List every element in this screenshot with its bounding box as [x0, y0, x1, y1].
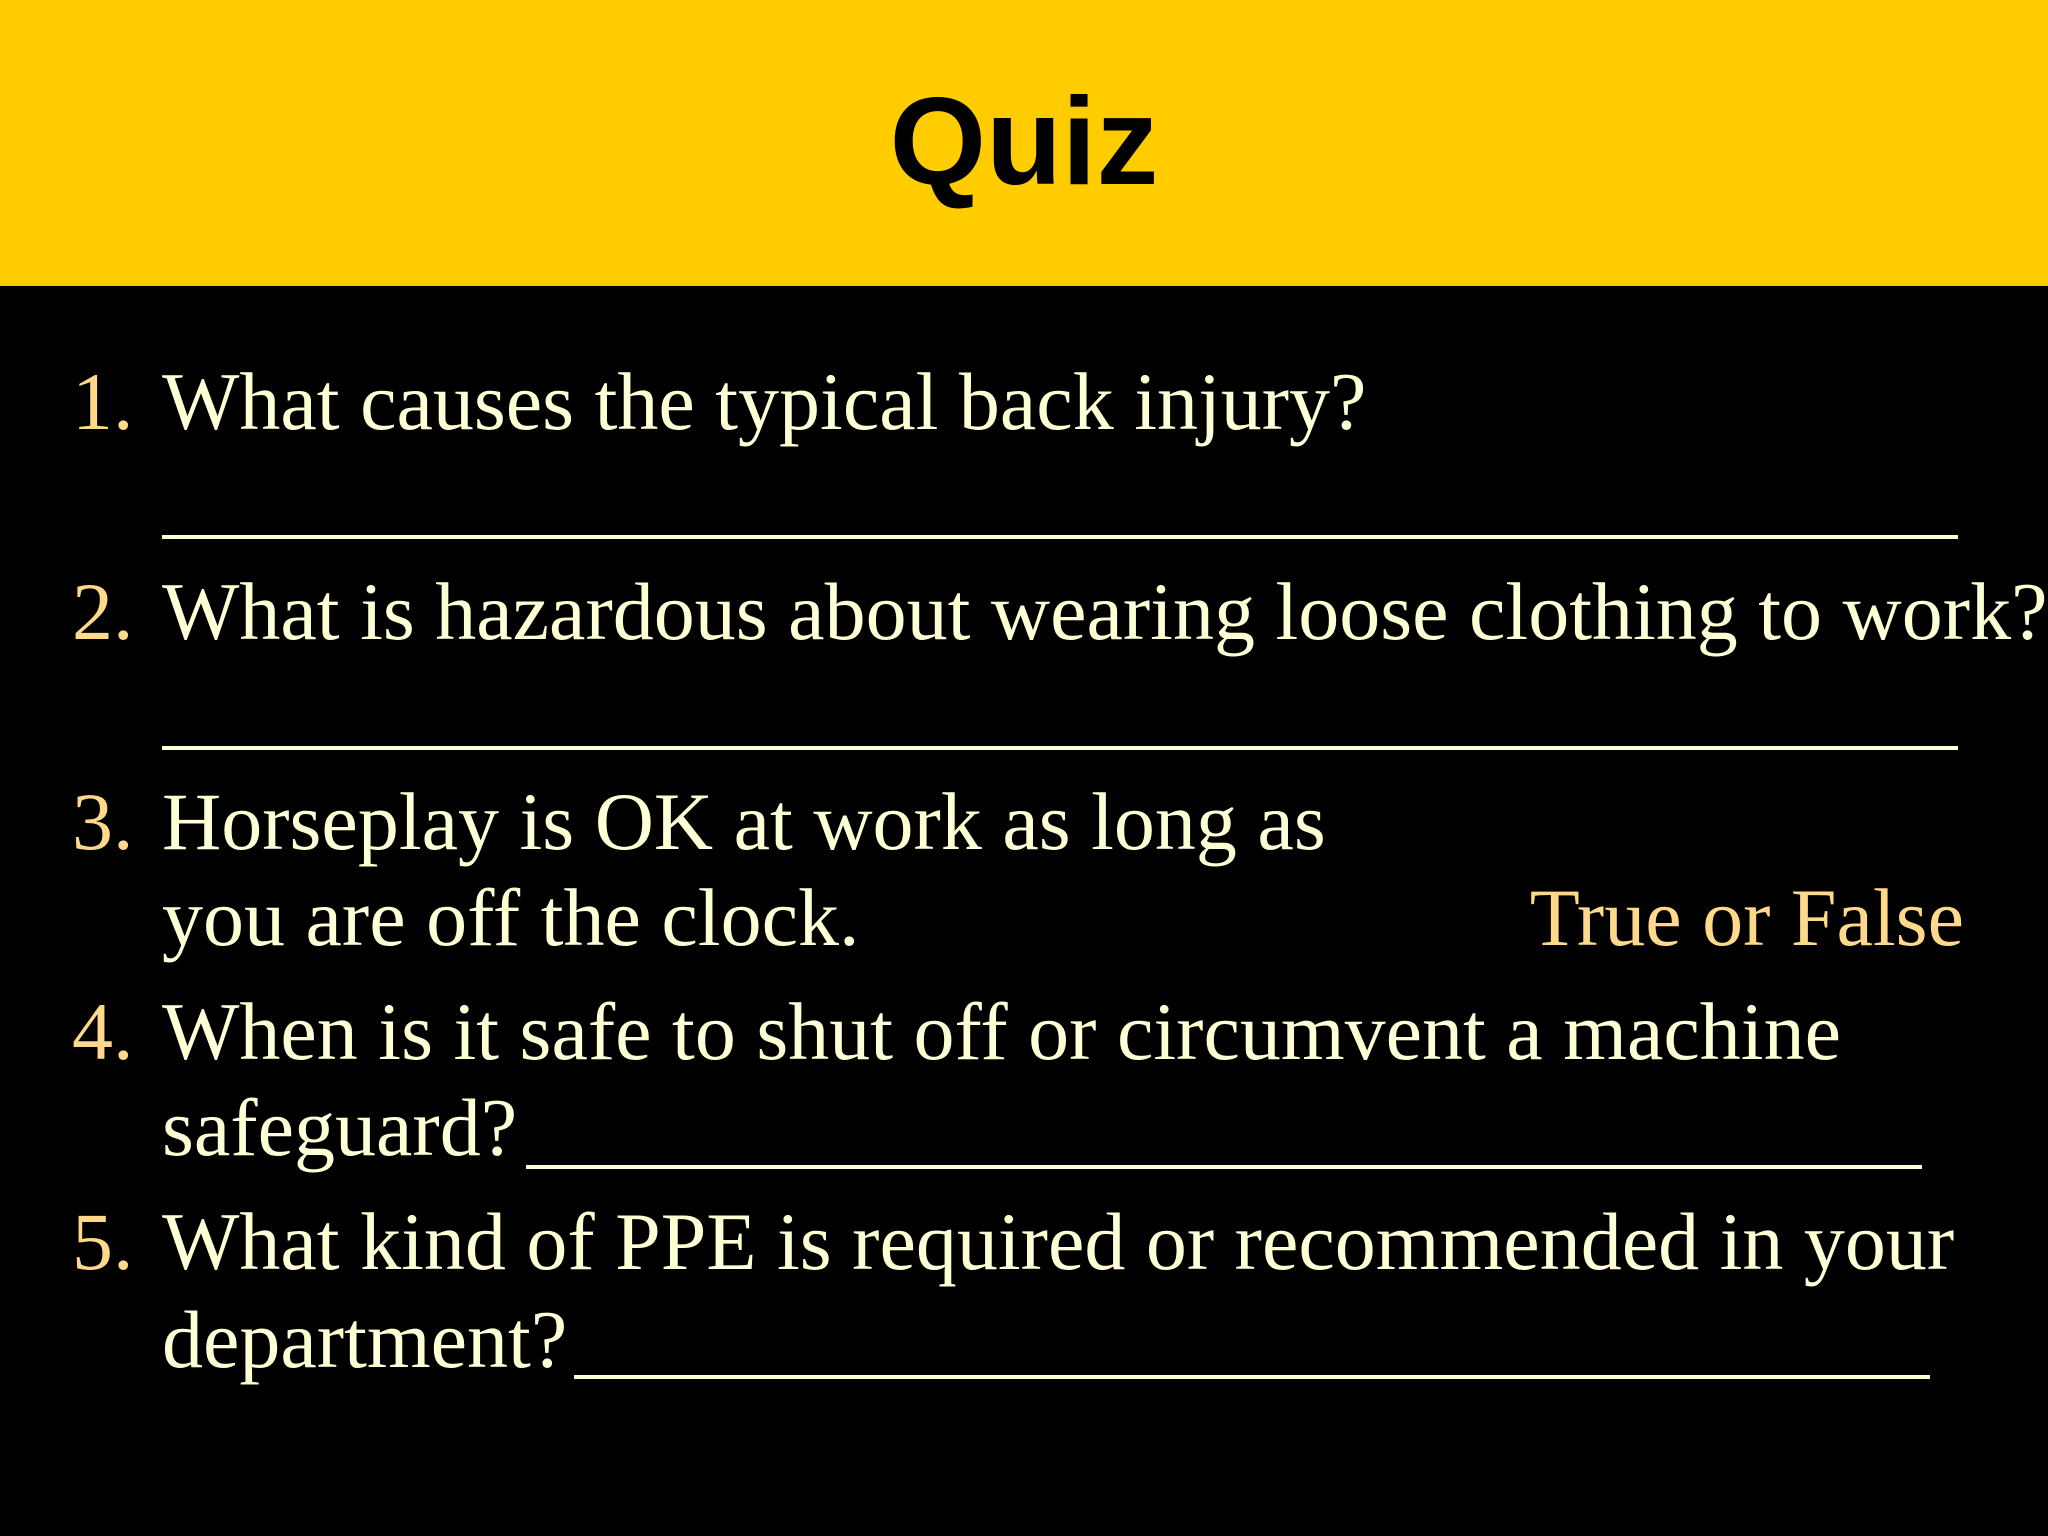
true-or-false-choice: True or False — [1529, 872, 1964, 963]
question-5-answer-blank — [574, 1375, 1930, 1379]
question-2-number: 2. — [72, 566, 134, 657]
question-3-text-line-2: you are off the clock. — [162, 872, 860, 963]
question-2-text: What is hazardous about wearing loose clothing to work? — [162, 566, 2048, 657]
slide-title: Quiz — [889, 73, 1159, 211]
question-5-number: 5. — [72, 1196, 134, 1287]
question-3-text-line-1: Horseplay is OK at work as long as — [162, 776, 1326, 867]
question-2-answer-blank — [162, 746, 1958, 750]
question-1-number: 1. — [72, 356, 134, 447]
question-3-number: 3. — [72, 776, 134, 867]
question-1-text: What causes the typical back injury? — [162, 356, 1367, 447]
question-4-text-line-2: safeguard? — [162, 1082, 518, 1173]
question-1-answer-blank — [162, 535, 1958, 539]
question-4-number: 4. — [72, 986, 134, 1077]
question-5-text-line-2: department? — [162, 1294, 568, 1385]
title-banner — [0, 0, 2048, 286]
question-5-text-line-1: What kind of PPE is required or recommended in your — [162, 1196, 1955, 1287]
question-4-text-line-1: When is it safe to shut off or circumvent a machine — [162, 986, 1841, 1077]
question-4-answer-blank — [526, 1165, 1922, 1169]
